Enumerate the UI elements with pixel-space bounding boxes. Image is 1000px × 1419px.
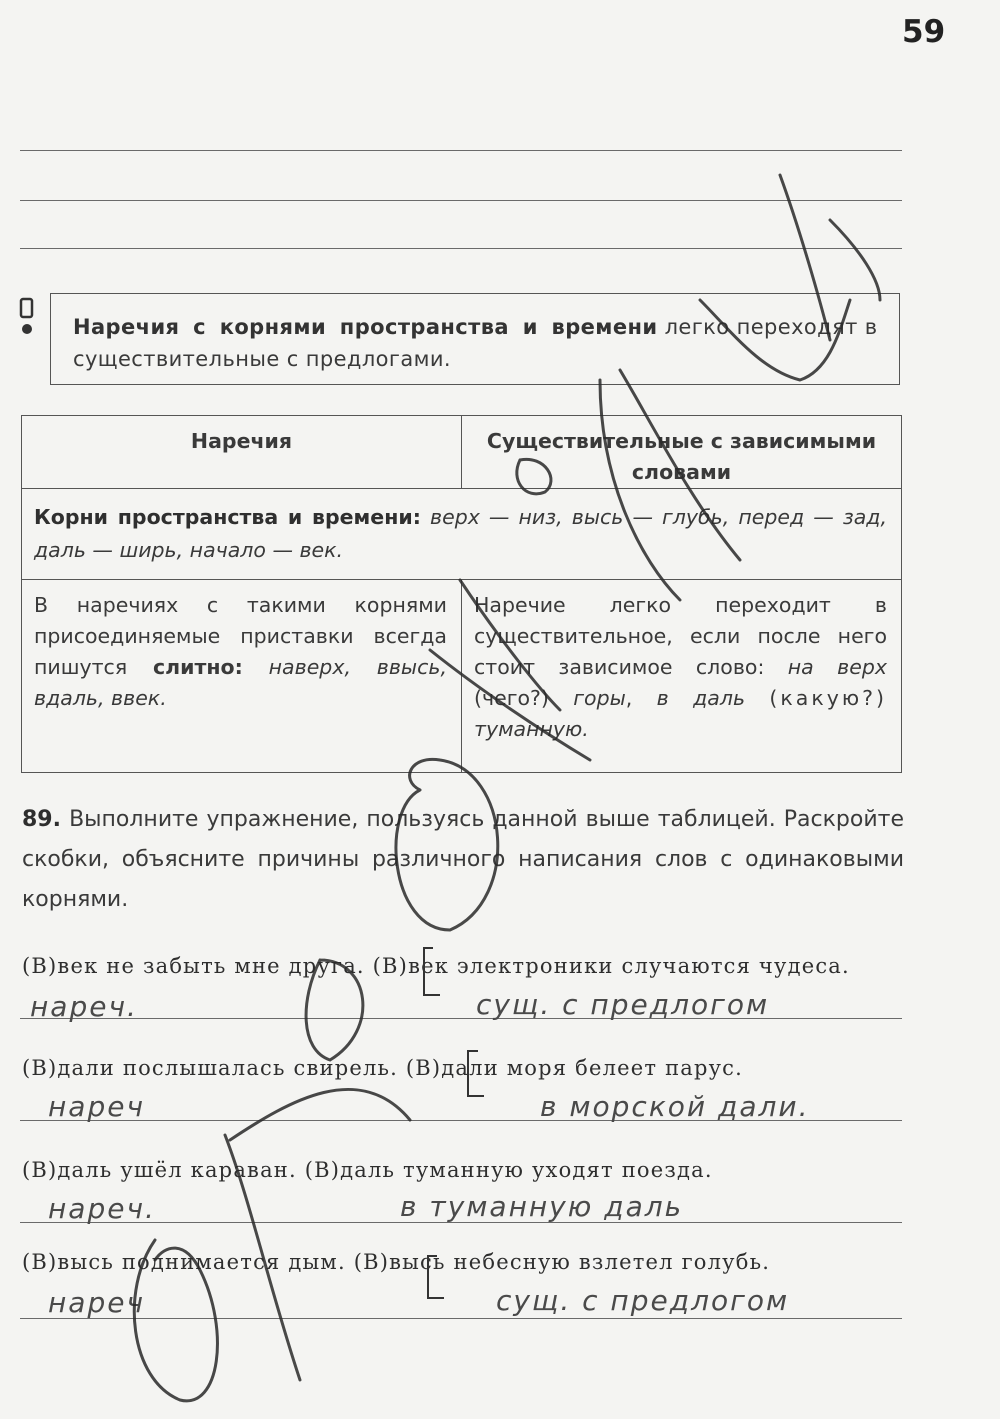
writing-line [20,1018,902,1019]
handwritten-answer: нареч. [30,990,138,1023]
roots-examples: верх — низ, высь — глубь, перед — зад, даль — ширь, начало — век. [34,505,887,562]
exercise-number: 89. [22,807,61,832]
exercise-sentence: (В)дали послышалась свирель. (В)дали моря белеет парус. [22,1056,744,1080]
nouns-example-1b: горы [573,686,626,710]
page-number: 59 [902,14,946,50]
writing-line [20,1318,902,1319]
handwritten-answer: нареч [48,1286,146,1319]
handwritten-answer: сущ. с предлогом [496,1284,790,1317]
header-nouns: Существительные с зависимыми словами [462,416,902,489]
roots-cell [22,489,902,580]
header-adverbs: Наречия [22,416,462,489]
writing-line [20,150,902,151]
adverbs-examples: наверх, ввысь, вдаль, ввек. [34,655,447,710]
exercise-instruction [22,800,904,920]
nouns-question-2: (какую?) [769,686,887,710]
exercise-sentence: (В)даль ушёл караван. (В)даль туманную уходят поезда. [22,1158,713,1182]
adverbs-bold: слитно: [152,655,243,679]
rules-table [21,415,902,773]
roots-label: Корни пространства и времени: [34,505,421,529]
nouns-example-1: на верх [787,655,887,679]
nouns-example-2: в даль [656,686,746,710]
nouns-question-1: (чего?) [474,686,549,710]
exercise-sentence: (В)высь поднимается дым. (В)высь небесную взлетел голубь. [22,1250,771,1274]
adverbs-text: В наречиях с такими корнями присоединяемые приставки всегда пишутся [34,593,447,679]
nouns-example-2b: туманную. [474,717,589,741]
rule-text: легко переходят в существительные с предлогами. [73,315,878,371]
info-icon [18,297,36,337]
writing-line [20,200,902,201]
nouns-text: Наречие легко переходит в существительное, если после него стоит зависимое слово: [474,593,887,679]
exercise-sentence: (В)век не забыть мне друга. (В)век электроники случаются чудеса. [22,954,850,978]
rule-bold-text: Наречия с корнями пространства и времени [73,315,658,339]
handwritten-answer: в туманную даль [400,1190,684,1223]
handwritten-answer: сущ. с предлогом [476,988,770,1021]
handwritten-answer: нареч [48,1090,146,1123]
handwritten-answer: в морской дали. [540,1090,810,1123]
nouns-cell: Наречие легко переходит в существительное, если после него стоит зависимое слово: на верх (чего?) горы, в даль (какую?) туманную. [462,580,902,773]
adverbs-cell [22,580,462,773]
exercise-text: Выполните упражнение, пользуясь данной выше таблицей. Раскройте скобки, объясните причины различного написания слов с одинаковыми корнями. [22,807,904,912]
writing-line [20,248,902,249]
handwritten-answer: нареч. [48,1192,156,1225]
rule-info-box [50,293,900,385]
